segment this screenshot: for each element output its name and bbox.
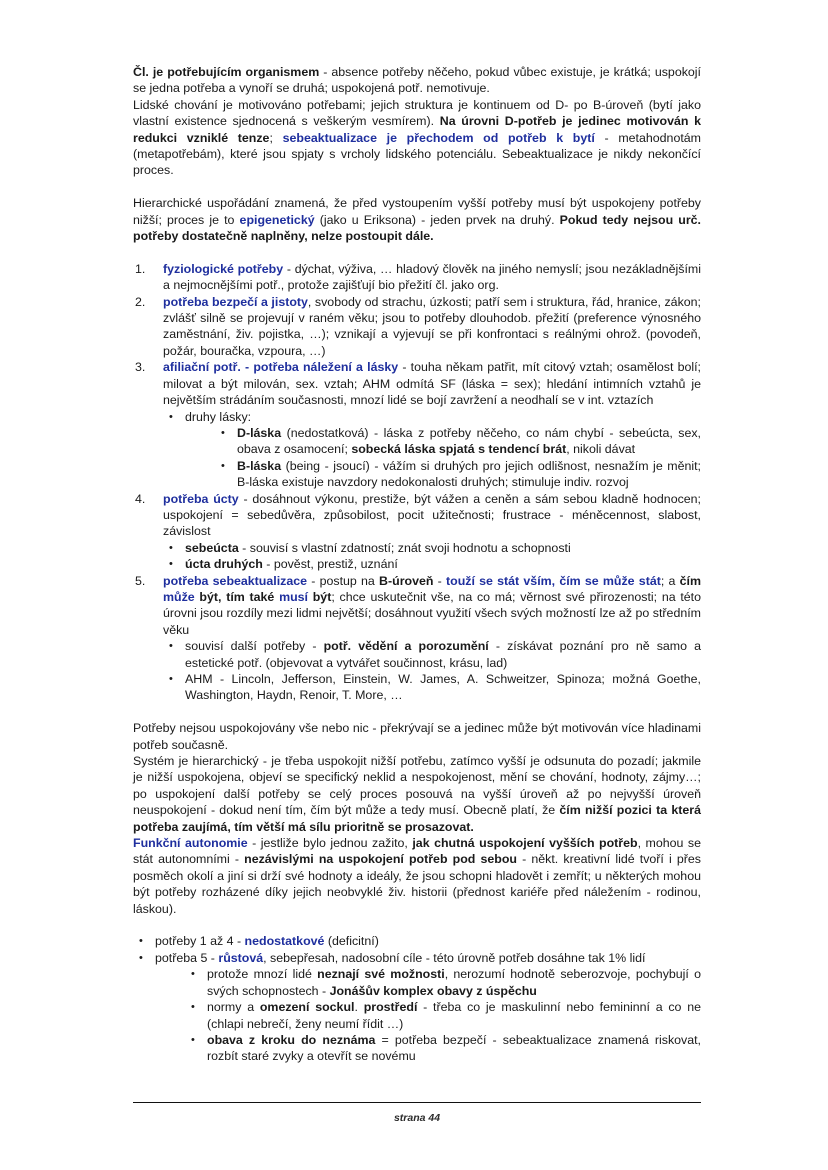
needs-list [133, 261, 701, 704]
fb1-blue: nedostatkové [244, 934, 325, 949]
sebeucta-text: - souvisí s vlastní zdatností; znát svoji hodnotu a schopnosti [238, 540, 571, 555]
sebeucta-bold: sebeúcta [185, 540, 239, 555]
footer-divider [133, 1102, 701, 1103]
need-4-sub-list [163, 540, 701, 573]
vedeni-text: - získávat poznání pro ně samo a estetické potř. (objevovat a vytvářet součinnost, krásu, lad) [185, 639, 701, 670]
fs3-b: = potřeba bezpečí - sebeaktualizace znamená riskovat, rozbít staré zvyky a otevřít se novému [207, 1032, 702, 1064]
need-3-sub-list [163, 409, 701, 491]
ucta-druhych-bold: úcta druhých [185, 557, 263, 572]
need-1-title: fyziologické potřeby [163, 261, 284, 276]
closing-p3-bold1: jak chutná uspokojení vyšších potřeb [412, 836, 638, 851]
final-sub-2 [185, 999, 701, 1032]
vedeni-bold: potř. vědění a porozumění [323, 639, 489, 654]
love-type-d [215, 425, 701, 458]
d-laska-bold2: sobecká láska spjatá s tendencí brát [351, 442, 567, 457]
need-5-blue2: může [163, 589, 195, 604]
closing-paragraph-3 [133, 835, 701, 917]
need-5-a: - postup na [307, 573, 380, 588]
need-5-bold4: být [308, 589, 332, 604]
final-sub-list [185, 966, 701, 1064]
spacer [133, 244, 701, 260]
fb2-pre: potřeba 5 - [155, 950, 219, 965]
closing-p2-a: Systém je hierarchický - je třeba uspokojit nižší potřebu, zatímco vyšší je odsunuta do pozadí; jakmile je nižší uspokojena, objeví se specifický neklid a nespokojenost, mění se chování, hodnoty, zájmy…; po uspokojení další potřeby se celý proces posouvá na vyšší úroveň až po nejvyšší úroveň neuspokojení - dokud není tím, čím být může a tedy musí. Obecně platí, že [133, 754, 701, 818]
fb2-blue: růstová [218, 950, 264, 965]
document-page [133, 0, 701, 1170]
need-2-text: , svobody od strachu, úzkosti; patří sem i struktura, řád, hranice, zákon; zvlášť silně se projevují v raném věku; jsou to potřeby dlouhodob. přežití (preference výnosného zaměstnání, živ. pojistka, …); vznikají a vyjevují se při konfrontaci s reálnými ohrož. (povodeň, požár, bouračka, vzpoura, …) [163, 294, 701, 358]
intro-paragraph-1 [133, 64, 701, 97]
fs2-bold1: omezení sockul [259, 1000, 355, 1015]
fs1-bold1: neznají své možnosti [317, 967, 445, 982]
need-2-title: potřeba bezpečí a jistoty [163, 294, 308, 309]
vedeni-pre: souvisí další potřeby - [185, 639, 324, 654]
need-5-bullet-1 [163, 638, 701, 671]
final-bullet-2 [133, 950, 701, 1065]
need-3-sub-label [163, 409, 701, 491]
b-laska-text1: (being - jsoucí) - vážím si druhých pro jejich odlišnost, nesnažím je měnit; B-láska existuje navzdory nedokonalosti druhých; stimuluje indiv. rozvoj [237, 458, 701, 490]
fb1-pre: potřeby 1 až 4 - [155, 934, 245, 949]
spacer [133, 917, 701, 933]
closing-p2-bold: čím nižší pozici ta která potřeba zaujímá, tím větší má sílu prioritně se prosazovat. [133, 803, 701, 834]
fs3-bold1: obava z kroku do neznáma [207, 1032, 376, 1047]
intro-p2-blue: sebeaktualizace je přechodem od potřeb k bytí [282, 130, 595, 145]
fs2-b: . [354, 1000, 364, 1015]
need-4-text: - dosáhnout výkonu, prestiže, být vážen a ceněn a sám sebou kladně hodnocen; uspokojení = sebedůvěra, způsobilost, pocit užitečnosti; frustrace - méněcennost, slabost, závislost [163, 491, 702, 539]
final-bullet-1 [133, 933, 701, 949]
need-5-bullet-2 [163, 671, 701, 704]
need-5-bold3: být, tím také [194, 589, 280, 604]
need-item-3 [133, 359, 701, 490]
need-item-5 [133, 573, 701, 704]
document-body [133, 64, 701, 1065]
intro-lead-bold: Čl. je potřebujícím organismem [133, 65, 320, 79]
intro-p2-a: Lidské chování je motivováno potřebami; jejich struktura je kontinuem od D- po B-úroveň (bytí jako vlastní existence sjednocená s veškerým vesmírem). [133, 97, 701, 129]
need-5-bold2: čím [679, 573, 701, 588]
closing-p3-b: , mohou se stát autonomními - [133, 836, 701, 867]
hierarchy-b: (jako u Eriksona) - jeden prvek na druhý. [314, 212, 560, 227]
spacer [133, 179, 701, 195]
hierarchy-a: Hierarchické uspořádání znamená, že před vystoupením vyšší potřeby musí být uspokojeny potřeby nižší; proces je to [133, 196, 701, 227]
final-sub-1 [185, 966, 701, 999]
intro-p2-c: - metahodnotám (metapotřebám), které jsou spjaty s vrcholy lidského potenciálu. Sebeaktualizace je nikdy nekončící proces. [133, 130, 701, 178]
need-5-c: ; a [660, 573, 680, 588]
fs1-a: protože mnozí lidé [207, 967, 318, 982]
hierarchy-paragraph [133, 195, 701, 244]
closing-p3-c: - někt. kreativní lidé tvoří i přes posměch okolí a jiní si drží své hodnoty a ideály, že jsou schopni hladovět i zemřít; u některých mohou být potřeby rozházené díky jejich neobvyklé živ. historii (přednost kariéře před náležením - rodinou, láskou). [133, 852, 701, 916]
fs1-b: , nerozumí hodnotě seberozvoje, pochybují o svých schopnostech - [207, 967, 702, 998]
need-5-sub-list [163, 638, 701, 704]
b-laska-bold: B-láska [237, 458, 282, 473]
sub-label-text: druhy lásky: [185, 409, 252, 424]
need-item-1 [133, 261, 701, 294]
d-laska-text1: (nedostatková) - láska z potřeby něčeho, co nám chybí - sebeúcta, sex, obava z osamocení; [237, 425, 701, 457]
need-1-text: - dýchat, výživa, … hladový člověk na jiného nemyslí; jsou nezákladnějšími a nejmocnějšími potř., protože zajišťují bio přežití čl. jako org. [163, 261, 701, 293]
hierarchy-blue: epigenetický [239, 212, 315, 227]
fs2-bold2: prostředí [363, 1000, 418, 1015]
need-5-blue1: touží se stát vším, čím se může stát [446, 573, 661, 588]
ucta-druhych-text: - pověst, prestiž, uznání [262, 557, 398, 572]
d-laska-bold: D-láska [237, 425, 282, 440]
need-item-4 [133, 491, 701, 573]
closing-paragraph-2 [133, 753, 701, 835]
need-5-b: - [433, 573, 447, 588]
closing-p3-bold2: nezávislými na uspokojení potřeb pod sebou [244, 852, 517, 867]
need-3-title: afiliační potř. - potřeba náležení a lásky [163, 360, 399, 375]
fs2-c: - třeba co je maskulinní nebo femininní a co ne (chlapi nebrečí, ženy neumí řídit …) [207, 1000, 701, 1031]
spacer [133, 704, 701, 720]
ahm-list-text: AHM - Lincoln, Jefferson, Einstein, W. James, A. Schweitzer, Spinoza; možná Goethe, Washington, Haydn, Renoir, T. More, … [185, 672, 701, 703]
fb2-post: , sebepřesah, nadosobní cíle - této úrovně potřeb dosáhne tak 1% lidí [263, 950, 646, 965]
intro-paragraph-2 [133, 97, 701, 179]
need-4-bullet-2 [163, 556, 701, 572]
need-3-text: - touha někam patřit, mít citový vztah; osamělost bolí; milovat a být milován, sex. vztah; AHM odmítá SF (láska = sex); hledání intimních vztahů je největším strádáním současnosti, mnozí lidé se bojí zavržení a neodhalí se v int. vztazích [163, 360, 701, 408]
need-4-bullet-1 [163, 540, 701, 556]
love-type-b [215, 458, 701, 491]
hierarchy-bold: Pokud tedy nejsou urč. potřeby dostatečně naplněny, nelze postoupit dále. [133, 212, 701, 244]
final-bullet-list [133, 933, 701, 1064]
page-number-footer: strana 44 [393, 1112, 441, 1124]
closing-p3-a: - jestliže bylo jednou zažito, [247, 836, 413, 851]
d-laska-text2: , nikoli dávat [566, 442, 636, 457]
need-5-d: ; chce uskutečnit vše, na co má; věrnost své přirozenosti; na této úrovni jsou rozdíly mezi lidmi největší; dosáhnout využití všech svých možností lze až po středním věku [163, 589, 702, 637]
need-5-blue3: musí [279, 589, 308, 604]
fs1-bold2: Jonášův komplex obavy z úspěchu [329, 983, 537, 998]
fs2-a: normy a [207, 1000, 260, 1015]
need-5-bold1: B-úroveň [379, 573, 434, 588]
need-5-title: potřeba sebeaktualizace [163, 573, 308, 588]
intro-p2-b: ; [269, 130, 283, 145]
need-item-2 [133, 294, 701, 360]
fb1-post: (deficitní) [324, 934, 379, 949]
funkcni-autonomie-title: Funkční autonomie [133, 836, 248, 851]
intro-lead-rest: - absence potřeby něčeho, pokud vůbec existuje, je krátká; uspokojí se jedna potřeba a vynoří se druhá; uspokojená potř. nemotivuje. [133, 65, 701, 96]
need-4-title: potřeba úcty [163, 491, 239, 506]
closing-paragraph-1: Potřeby nejsou uspokojovány vše nebo nic - překrývají se a jedinec může být motivován více hladinami potřeb současně. [133, 721, 701, 752]
love-types-list [215, 425, 701, 491]
intro-p2-bold1: Na úrovni D-potřeb je jedinec motivován k redukci vzniklé tenze [133, 114, 701, 145]
final-sub-3 [185, 1032, 701, 1065]
